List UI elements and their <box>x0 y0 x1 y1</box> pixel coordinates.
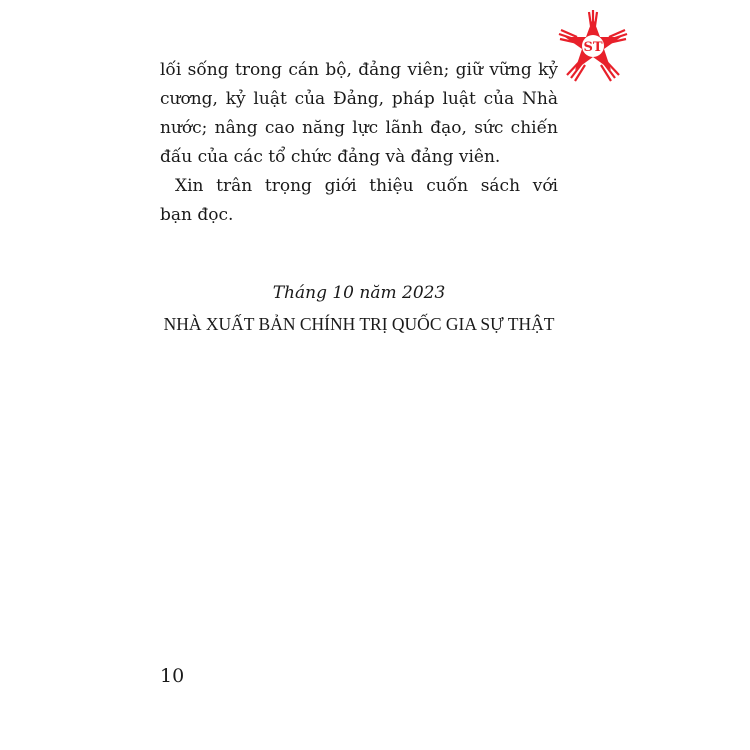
paragraph1-line-2: cương, kỷ luật của Đảng, pháp luật của Nhà <box>160 89 558 109</box>
signature-date: Tháng 10 năm 2023 <box>272 283 446 303</box>
page-number: 10 <box>160 665 185 687</box>
paragraph1-line-1: lối sống trong cán bộ, đảng viên; giữ vững kỷ <box>160 60 558 80</box>
publisher-star-logo <box>551 4 635 88</box>
paragraph2-line-1: Xin trân trọng giới thiệu cuốn sách với <box>175 176 558 196</box>
signature-publisher: NHÀ XUẤT BẢN CHÍNH TRỊ QUỐC GIA SỰ THẬT <box>163 314 555 334</box>
paragraph2-line-2: bạn đọc. <box>160 205 234 225</box>
paragraph1-line-4: đấu của các tổ chức đảng và đảng viên. <box>160 147 501 167</box>
paragraph1-line-3: nước; nâng cao năng lực lãnh đạo, sức chiến <box>160 118 558 138</box>
logo-monogram: ST <box>583 40 603 55</box>
body-text <box>160 56 558 230</box>
